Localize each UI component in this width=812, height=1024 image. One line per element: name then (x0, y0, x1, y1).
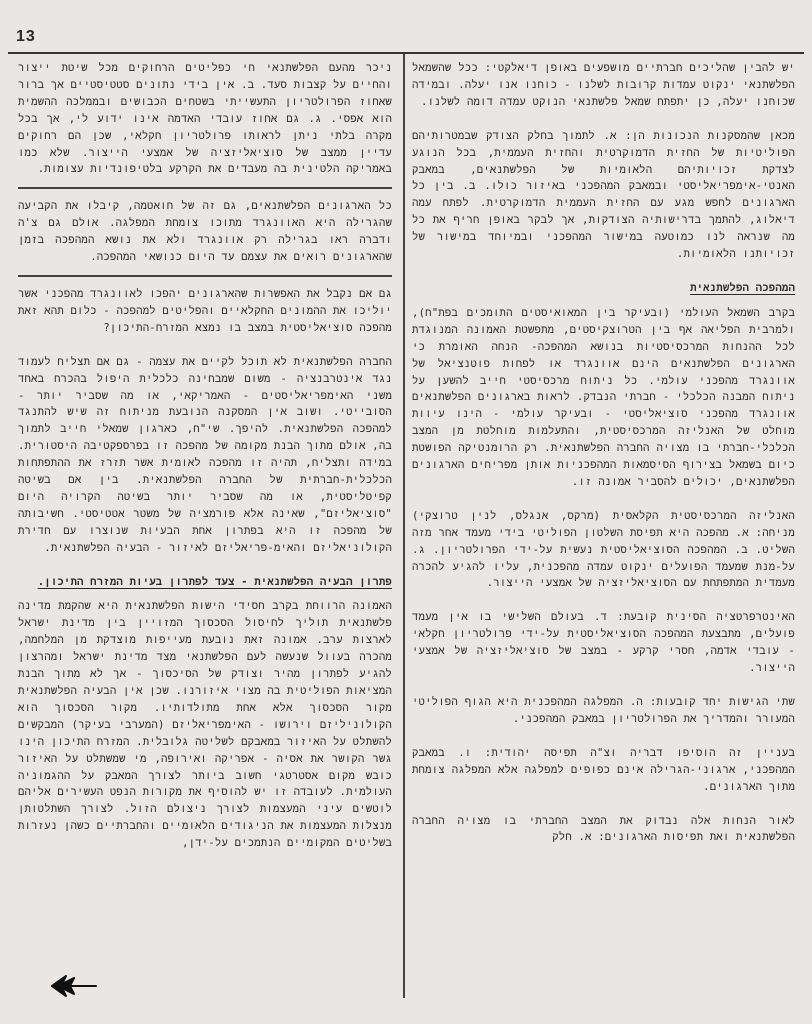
page-number: 13 (16, 28, 36, 45)
right-column (412, 60, 795, 990)
section-heading-revolution: המהפכה הפלשתנאית (690, 281, 795, 294)
paragraph-divider (18, 275, 392, 277)
left-intro-paragraph-3: גם אם נקבל את האפשרות שהארגונים יהפכו לאוונגרד מהפכני אשר יוליכו את ההמונים החקלאיים והפליטים למהפכה - כלום תהא זאת מהפכה סוציאליסטית במצב בו נמצא המזרח-התיכון? (18, 287, 392, 334)
left-intro-paragraph-2: כל הארגונים הפלשתנאים, גם זה של חואטמה, קיבלו את הקביעה שהגרילה היא האוונגרד מתוכו צומחת המפלגה. אולם גם צ'ה ודברה ראו בגרילה רק אוונגרד ולא את נושא המהפכה בזמן שהארגונים רואים את עצמם עד היום כנושאי המהפכה. (18, 200, 392, 264)
left-column (18, 60, 392, 990)
arrow-ornament-icon (48, 968, 100, 1002)
section-heading-solution: פתרון הבעיה הפלשתנאית - צעד לפתרון בעיות המזרח התיכון. (37, 575, 392, 588)
left-intro-paragraph-1: ניכר מהעם הפלשתנאי חי כפליטים הרחוקים מכל שיטת ייצור והחיים על קצבות סעד. ב. אין בידי נתונים סטטיסטיים אך ברור שאחוז הפרולטריון התעשייתי בשטחים הכבושים ובממלכה ההשמית הוא אפסי. ג. גם אחוז עובדי האדמה אינו ידוע לי, אך בכל מקרה בלתי ניתן לראותו פרולטריון חקלאי, שכן הם רחוקים עדיין ממצב של סוציאליזציה של אמצעי הייצור. שלא כמו באמריקה הלטינית בה מעבדים את הקרקע בלטיפונדיות עצומות. (18, 62, 392, 176)
right-body-paragraph-1: בקרב השמאל העולמי (ובעיקר בין המאואיסטים התומכים בפת"ח), ולמרבית הפליאה אף בין הטרוצקיסטים, מתפשטת האמונה המנוגדת לכל ההנחות המרכסיסטיות בנושא המהפכה- הנחה האומרת כי הארגונים הפלשתנאים הינם אוונגרד או לפחות פוטנציאל של אוונגרד מהפכני עולמי. כל ניתוח מרכסיסטי חייב להשען על ניתוח המבנה הכלכלי - חברתי הנבדק. לראות בארגונים הפלשתנאים אוונגרד מהפכני סוציאליסטי - ובעיקר עולמי - הינו עיוות מוחלט של האנליזה המרכסיסטית, והתעלמות מוחלטת מן המצב הכלכלי-חברתי בו מצויה החברה הפלשתנאית. רק הרומנטיקה הפושטת כיום בשמאל בצירוף הסיסמאות המהפכניות אותן מפריחים הארגונים הפלשתנאים, יכולים להסביר אמונה זו. (412, 306, 795, 488)
right-intro-paragraph-1: יש להבין שהליכים חברתיים מושפעים באופן דיאלקטי: ככל שהשמאל הפלשתנאי ינקוט עמדות קרובות לשלנו - כוחנו אנו יעלה. ובמידה שכוחנו יעלה, כן יתפתח שמאל פלשתנאי הנוקט עמדה דומה לשלנו. (412, 62, 795, 108)
right-body-paragraph-5: בעניין זה הוסיפו דבריה וצ"ה תפיסה יהודית: ו. במאבק המהפכני, ארגוני-הגרילה אינם כפופים למפלגה אלא המפלגה צומחת מתוך הארגונים. (412, 746, 795, 793)
right-body-paragraph-3: האינטרפרטציה הסינית קובעת: ד. בעולם השלישי בו אין מעמד פועלים, מתבצעת המהפכה הסוציאליסטית על-ידי פרולטריון חקלאי - עובדי אדמה, חסרי קרקע - במצב של סוציאליזציה של אמצעי הייצור. (412, 611, 795, 675)
right-body-paragraph-4: שתי הגישות יחד קובעות: ה. המפלגה המהפכנית היא הגוף הפוליטי המעורר והמדריך את הפרולטריון במאבק המהפכני. (412, 696, 795, 725)
header-rule (8, 52, 804, 54)
column-divider (403, 54, 405, 998)
left-intro-paragraph-4: החברה הפלשתנאית לא תוכל לקיים את עצמה - גם אם תצליח לעמוד נגד אינטרבנציה - משום שמבחינה כלכלית היפול בהכרח באחד משני האימפריאליסטים - האמריקאי, או מה שסביר יותר - הסובייטי. ושוב אין המסקנה הנובעת מניתוח זה שיש להתנגד למהפכה הפלשתנאית. להיפך. שי"ח, כארגון שמאלי חייב לתמוך בה, אולם מתוך הבנת מקומה של מהפכה זו בפרספקטיבה היסטורית. במידה ותצליח, תהיה זו מהפכה לאומית אשר תזרז את ההתפתחות הכלכלית-חברתית של החברה הפלשתנאית. בין אם בשיטה קפיטליסטית, או מה שסביר יותר בשיטה הקרויה היום "סוציאליזם", שאינה אלא פורמציה של משטר אטטיסטי. חשיבותה של מהפכה זו היא בפתרון אחת הבעיות שנוצרו עם חדירת הקולוניאליזם והאימ-פריאליזם לאיזור - הבעיה הפלשתנאית. (18, 355, 392, 554)
right-body-paragraph-2: האנליזה המרכסיסטית הקלאסית (מרקס, אנגלס, לנין טרוצקי) מניחה: א. מהפכה היא תפיסת השלטון הפוליטי בידי מעמד אחר מזה השליט. ב. המהפכה הסוציאליסטית נעשית על-ידי הפרולטריון. ג. על-מנת שמעמד הפועלים ינקוט עמדה מהפכנית, עליו להגיע להכרה מעמדית המתפתחת עם הסוציאליזציה של אמצעי הייצור. (412, 509, 795, 590)
right-intro-paragraph-2: מכאן שהמסקנות הנכונות הן: א. לתמוך בחלק הצודק שבמטרותיהם הפוליטיות של החזית הדמוקרטית והחזית העממית, בכל הנוגע לצדקת זכויותיהם הלאומיות של הפלשתנאים, במאבק האנטי-אימפריאליסטי ובמאבק המהפכני באיזור כולו. ב. בין כל הארגונים לחפש מגע עם החזית העממית הדמוקרטית. לפתח עמה דיאלוג, להתמך בדרישותיה הצודקות, אך לבקר באופן חריף את כל מה שנראה לנו כמוטעה במישור המהפכני ובמיוחד במישור של זכויותנו הלאומיות. (412, 129, 795, 261)
left-body-paragraph-1: האמונה הרווחת בקרב חסידי הישות הפלשתנאית היא שהקמת מדינה פלשתנאית תוליך לחיסול הסכסוך המזויין בין מדינת ישראל לארצות ערב. אמונה זאת נובעת מעייפות מוצדקת מן המלחמה, מהכרה בעוול שנעשה לעם הפלשתנאי מצד מדינת ישראל ומהרצון להגיע לפתרון מהיר וצודק של הסיכסוך - אך לא מתוך הבנת המציאות הפוליטית בה מצוי איזורנו. שכן אין הבעיה הפלשתנאית מקור הסכסוך אלא אחת מתולדותיו. מקור הסכסוך הוא הקולוניליזם וירושו - האימפריאליזם (המערבי בעיקר) המבקשים להשתלט על האיזור במאבקם לשליטה גלובלית. המזרח התיכון הינו גשר הקושר את אסיה - אפריקה ואירופה, מי שמשתלט על האיזור כובש מקום אסטרטגי חשוב ביותר לצורך המאבק על ההגמוניה העולמית. לעובדה זו יש להוסיף את מקורות הנפט העשירים אליהם לוטשים עיני המעצמות לצורך ניצולם הזול. לצורך השתלטותן מנצלות המעצמות את הניגודים הלאומיים והחברתיים כשהן נעזרות בשליטים המקומיים הנתמכים על-ידן, (18, 600, 392, 850)
right-body-paragraph-6: לאור הנחות אלה נבדוק את המצב החברתי בו מצויה החברה הפלשתנאית ואת תפיסות הארגונים: א. חלק (412, 814, 795, 844)
paragraph-divider (18, 187, 392, 189)
